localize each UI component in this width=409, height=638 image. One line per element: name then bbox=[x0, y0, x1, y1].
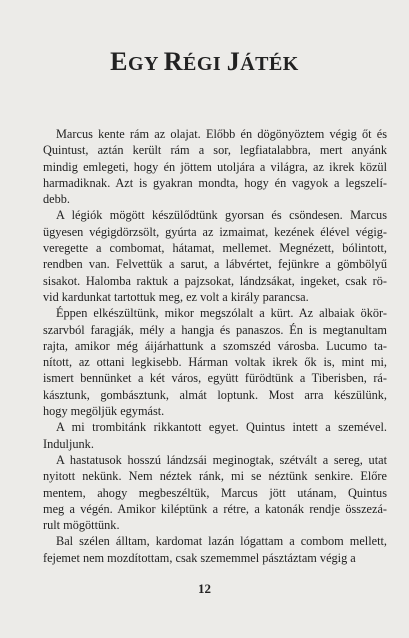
text-line: harmadiknak. Azt is gyakran mondta, hogy én vagyok a legszelí- bbox=[43, 175, 387, 190]
text-line: mindig emlegeti, hogy én jöttem utoljára a világra, az ikrek közül bbox=[43, 159, 387, 174]
text-line: vid kardunkat tartottuk meg, ez volt a király parancsa. bbox=[43, 289, 309, 304]
title-word: EGY bbox=[110, 47, 159, 76]
text-line: Bal szélen álltam, kardomat lazán lógattam a combom mellett, bbox=[56, 534, 387, 549]
text-line: nyitott nekünk. Nem néztek ránk, mi se néztünk senkire. Előre bbox=[43, 469, 387, 484]
text-line: fejemet nem mozdítottam, csak szememmel pásztáztam végig a bbox=[43, 550, 356, 565]
text-line: mentem, ahogy megbeszéltük, Marcus jött utánam, Quintus bbox=[43, 485, 387, 500]
paragraph bbox=[43, 305, 387, 419]
text-line: rendben van. Felvettük a sarut, a lábvértet, fejünkre a gömbölyű bbox=[43, 257, 387, 272]
body-text bbox=[43, 126, 387, 566]
text-line: Quintust, aztán került rám a sor, legfiatalabbra, mert anyánk bbox=[43, 143, 387, 158]
title-word: JÁTÉK bbox=[226, 47, 299, 76]
text-line: Éppen elkészültünk, mikor megszólalt a kürt. Az albaiak ökör- bbox=[56, 306, 387, 321]
chapter-title bbox=[0, 47, 409, 77]
text-line: A mi trombitánk rikkantott egyet. Quintus intett a szemével. bbox=[56, 420, 387, 435]
text-line: ismert bennünket a két város, együtt fürödtünk a Tiberisben, rá- bbox=[43, 371, 387, 386]
text-line: Induljunk. bbox=[43, 436, 94, 451]
text-line: veregette a combomat, hátamat, mellemet. Megnézett, bólintott, bbox=[43, 241, 387, 256]
text-line: nított, az ottani legkisebb. Hárman voltak ikrek ők is, mint mi, bbox=[43, 355, 387, 370]
paragraph bbox=[43, 533, 387, 566]
text-line: sisakot. Halomba raktuk a pajzsokat, lándzsákat, ingeket, csak rö- bbox=[43, 273, 387, 288]
text-line: ügyesen végigdörzsölt, gyúrta az izmaimat, kezének élével végig- bbox=[43, 224, 387, 239]
paragraph bbox=[43, 419, 387, 452]
paragraph bbox=[43, 452, 387, 533]
text-line: Marcus kente rám az olajat. Előbb én dögönyöztem végig őt és bbox=[56, 127, 387, 141]
text-line: hogy megöljük egymást. bbox=[43, 404, 165, 419]
text-line: szarvból faragják, mély a hangja és panaszos. Én is megtanultam bbox=[43, 322, 387, 337]
paragraph bbox=[43, 207, 387, 305]
paragraph bbox=[43, 126, 387, 207]
text-line: meg a végén. Amikor kiléptünk a rétre, a katonák rendje összezá- bbox=[43, 501, 387, 516]
text-line: debb. bbox=[43, 192, 70, 207]
text-line: rult mögöttünk. bbox=[43, 518, 120, 533]
text-line: A légiók mögött készülődtünk gyorsan és csöndesen. Marcus bbox=[56, 208, 387, 223]
page-number: 12 bbox=[198, 581, 211, 596]
text-line: kásztunk, gombásztunk, almát loptunk. Most arra készülünk, bbox=[43, 387, 387, 402]
text-line: rajta, amikor még áijárhattunk a szomszéd városba. Lucumo ta- bbox=[43, 338, 387, 353]
text-line: A hastatusok hosszú lándzsái meginogtak, szétvált a sereg, utat bbox=[56, 452, 387, 467]
title-word: RÉGI bbox=[163, 47, 222, 76]
